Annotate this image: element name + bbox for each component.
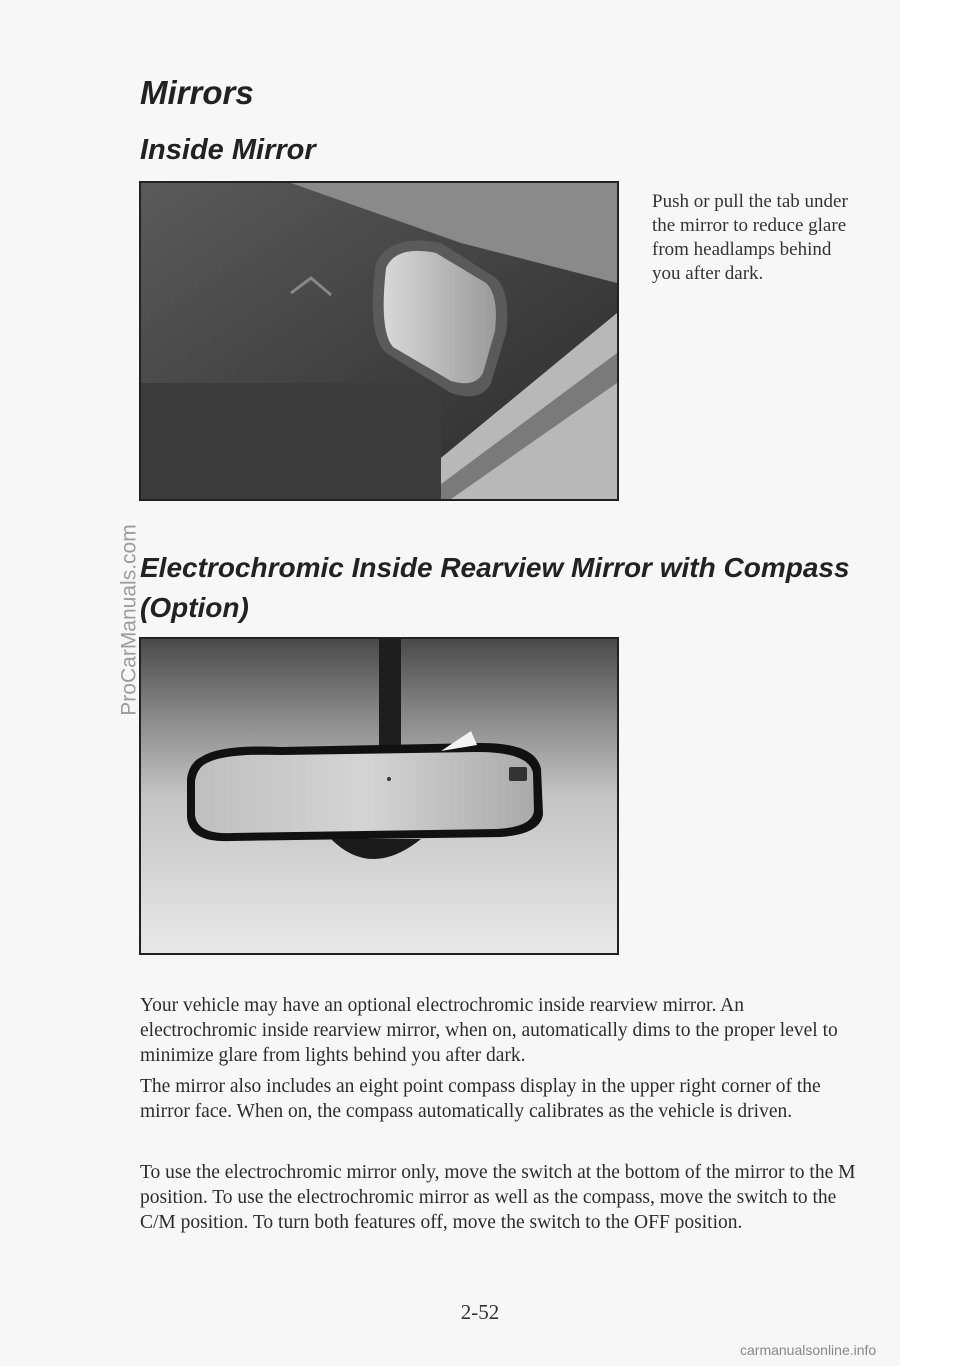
- side-watermark-text: ProCarManuals.com: [118, 524, 141, 716]
- page-number: 2-52: [460, 1300, 500, 1324]
- inside-mirror-caption: Push or pull the tab under the mirror to reduce glare from headlamps behind you after dark.: [652, 191, 848, 284]
- section-heading: Mirrors: [140, 74, 254, 111]
- inside-mirror-photo: [139, 181, 619, 501]
- body-paragraph-3: To use the electrochromic mirror only, move the switch at the bottom of the mirror to the M position. To use the electrochromic mirror as well as the compass, move the switch to the C/M position. To turn both features off, move the switch to the OFF position.: [140, 1162, 856, 1233]
- bottom-watermark: carmanualsonline.info: [740, 1342, 877, 1358]
- inside-mirror-heading: Inside Mirror: [140, 134, 316, 166]
- body-paragraph-1: Your vehicle may have an optional electrochromic inside rearview mirror. An electrochromic inside rearview mirror, when on, automatically dims to the proper level to minimize glare from lights behind you after dark.: [140, 995, 838, 1066]
- electrochromic-mirror-heading: Electrochromic Inside Rearview Mirror with Compass (Option): [140, 552, 850, 623]
- electrochromic-mirror-photo: [139, 637, 619, 955]
- side-watermark: [108, 436, 152, 804]
- body-paragraph-2: The mirror also includes an eight point compass display in the upper right corner of the mirror face. When on, the compass automatically calibrates as the vehicle is driven.: [140, 1076, 821, 1122]
- page-margin-strip: [900, 0, 960, 1366]
